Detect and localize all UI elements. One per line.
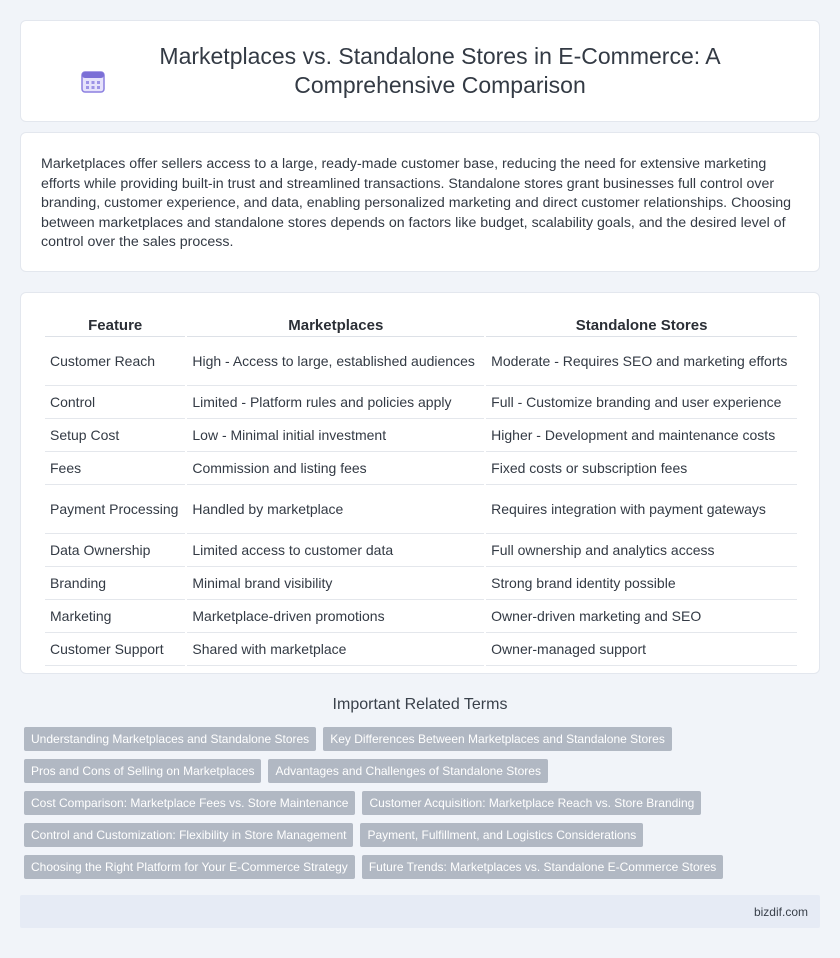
table-row xyxy=(45,337,797,386)
table-row xyxy=(45,452,797,485)
table-cell: Fixed costs or subscription fees xyxy=(486,452,797,485)
related-term-tag[interactable]: Future Trends: Marketplaces vs. Standalone E-Commerce Stores xyxy=(362,855,723,879)
comparison-table xyxy=(43,315,799,666)
header-card xyxy=(20,20,820,122)
related-term-tag[interactable]: Payment, Fulfillment, and Logistics Considerations xyxy=(360,823,643,847)
table-cell: Higher - Development and maintenance costs xyxy=(486,419,797,452)
table-cell: Handled by marketplace xyxy=(187,485,484,534)
table-cell: Strong brand identity possible xyxy=(486,567,797,600)
related-term-tag[interactable]: Key Differences Between Marketplaces and Standalone Stores xyxy=(323,727,672,751)
related-term-tag[interactable]: Control and Customization: Flexibility in Store Management xyxy=(24,823,353,847)
header-inner xyxy=(60,42,780,100)
table-row xyxy=(45,633,797,666)
table-cell: Branding xyxy=(45,567,185,600)
tag-row xyxy=(24,855,824,879)
related-term-tag[interactable]: Cost Comparison: Marketplace Fees vs. Store Maintenance xyxy=(24,791,355,815)
tag-row xyxy=(24,727,824,751)
tag-row xyxy=(24,759,824,783)
table-cell: High - Access to large, established audiences xyxy=(187,337,484,386)
table-cell: Requires integration with payment gateways xyxy=(486,485,797,534)
table-row xyxy=(45,567,797,600)
column-header-standalone-stores: Standalone Stores xyxy=(486,315,797,337)
related-terms-title: Important Related Terms xyxy=(332,696,508,713)
table-cell: Marketing xyxy=(45,600,185,633)
table-cell: Owner-driven marketing and SEO xyxy=(486,600,797,633)
table-cell: Commission and listing fees xyxy=(187,452,484,485)
table-cell: Moderate - Requires SEO and marketing efforts xyxy=(486,337,797,386)
table-row xyxy=(45,534,797,567)
footer-site-link[interactable]: bizdif.com xyxy=(753,904,808,919)
table-cell: Shared with marketplace xyxy=(187,633,484,666)
table-cell: Full - Customize branding and user experience xyxy=(486,386,797,419)
related-term-tag[interactable]: Understanding Marketplaces and Standalone Stores xyxy=(24,727,316,751)
page-title: Marketplaces vs. Standalone Stores in E-Commerce: A Comprehensive Comparison xyxy=(159,43,721,98)
table-cell: Payment Processing xyxy=(45,485,185,534)
table-cell: Marketplace-driven promotions xyxy=(187,600,484,633)
related-term-tag[interactable]: Customer Acquisition: Marketplace Reach vs. Store Branding xyxy=(362,791,701,815)
intro-paragraph: Marketplaces offer sellers access to a large, ready-made customer base, reducing the need for extensive marketing efforts while providing built-in trust and streamlined transactions. Standalone stores grant businesses full control over branding, customer experience, and data, enabling personalized marketing and direct customer relationships. Choosing between marketplaces and standalone stores depends on factors like budget, scalability goals, and the desired level of control over the sales process. xyxy=(41,156,792,251)
table-cell: Minimal brand visibility xyxy=(187,567,484,600)
related-term-tag[interactable]: Choosing the Right Platform for Your E-Commerce Strategy xyxy=(24,855,355,879)
intro-card xyxy=(20,132,820,272)
table-cell: Fees xyxy=(45,452,185,485)
related-term-tag[interactable]: Pros and Cons of Selling on Marketplaces xyxy=(24,759,261,783)
table-row xyxy=(45,386,797,419)
related-term-tag[interactable]: Advantages and Challenges of Standalone Stores xyxy=(268,759,548,783)
table-cell: Customer Reach xyxy=(45,337,185,386)
tag-row xyxy=(24,823,824,847)
table-cell: Control xyxy=(45,386,185,419)
tag-row xyxy=(24,791,824,815)
table-cell: Setup Cost xyxy=(45,419,185,452)
table-cell: Data Ownership xyxy=(45,534,185,567)
table-row xyxy=(45,600,797,633)
table-cell: Owner-managed support xyxy=(486,633,797,666)
footer xyxy=(20,895,820,928)
table-row xyxy=(45,419,797,452)
comparison-table-card xyxy=(20,292,820,674)
table-cell: Limited - Platform rules and policies apply xyxy=(187,386,484,419)
table-cell: Full ownership and analytics access xyxy=(486,534,797,567)
table-row xyxy=(45,485,797,534)
table-cell: Customer Support xyxy=(45,633,185,666)
column-header-marketplaces: Marketplaces xyxy=(187,315,484,337)
table-cell: Low - Minimal initial investment xyxy=(187,419,484,452)
column-header-feature: Feature xyxy=(45,315,185,337)
table-cell: Limited access to customer data xyxy=(187,534,484,567)
related-terms-tags xyxy=(24,727,824,887)
calendar-icon xyxy=(80,68,106,94)
table-header-row xyxy=(45,315,797,337)
